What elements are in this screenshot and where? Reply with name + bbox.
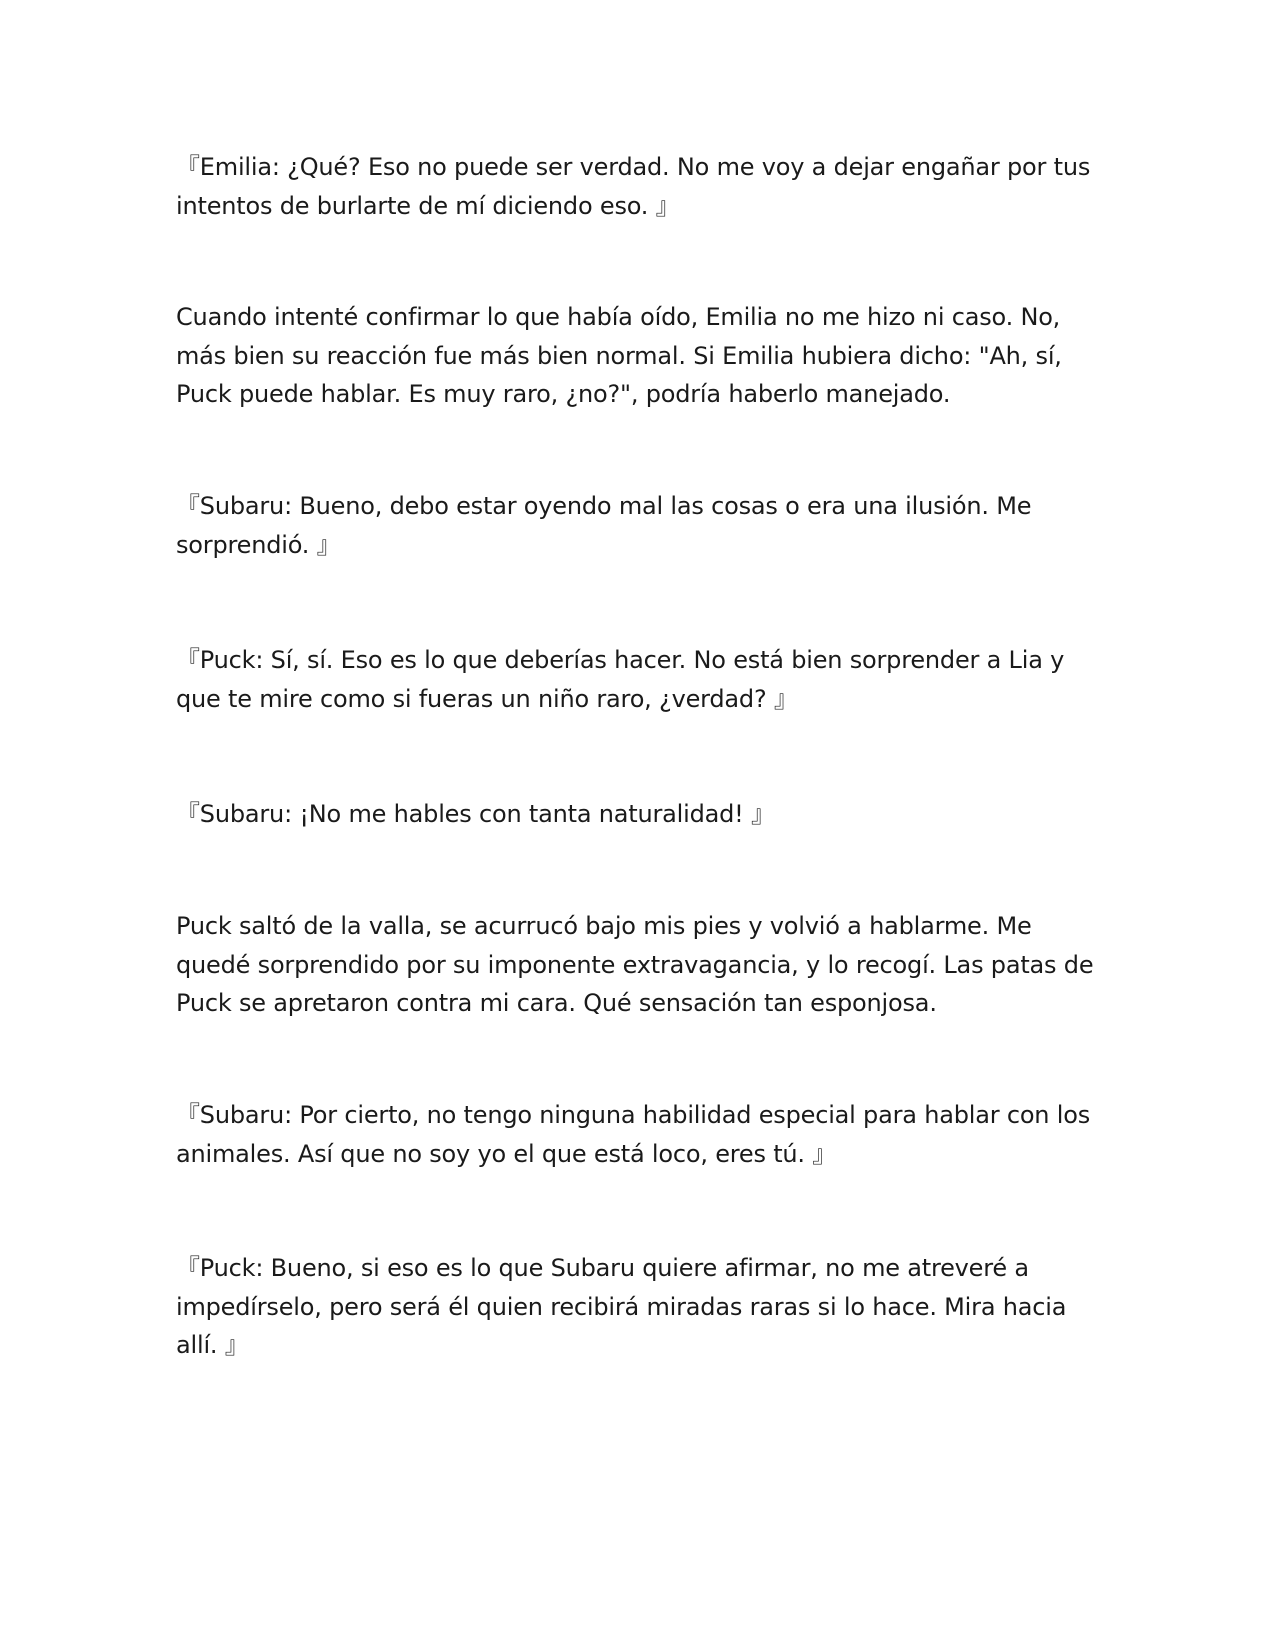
dialogue-puck-1: 『Puck: Sí, sí. Eso es lo que deberías hacer. No está bien sorprender a Lia y que te mire como si fueras un niño raro, ¿verdad? 』 — [176, 646, 1065, 713]
dialogue-subaru-2: 『Subaru: ¡No me hables con tanta naturalidad! 』 — [176, 800, 775, 828]
dialogue-subaru-3: 『Subaru: Por cierto, no tengo ninguna habilidad especial para hablar con los animales. Así que no soy yo el que está loco, eres tú. 』 — [176, 1101, 1091, 1168]
narration-paragraph-2: Puck saltó de la valla, se acurrucó bajo mis pies y volvió a hablarme. Me quedé sorprendido por su imponente extravagancia, y lo recogí. Las patas de Puck se apretaron contra mi cara. Qué sensación tan esponjosa. — [176, 912, 1094, 1017]
dialogue-emilia-1: 『Emilia: ¿Qué? Eso no puede ser verdad. No me voy a dejar engañar por tus intentos de burlarte de mí diciendo eso. 』 — [176, 153, 1091, 220]
dialogue-subaru-1: 『Subaru: Bueno, debo estar oyendo mal las cosas o era una ilusión. Me sorprendió. 』 — [176, 492, 1032, 559]
narration-paragraph-1: Cuando intenté confirmar lo que había oído, Emilia no me hizo ni caso. No, más bien su reacción fue más bien normal. Si Emilia hubiera dicho: "Ah, sí, Puck puede hablar. Es muy raro, ¿no?", podría haberlo manejado. — [176, 303, 1062, 408]
dialogue-puck-2: 『Puck: Bueno, si eso es lo que Subaru quiere afirmar, no me atreveré a impedírselo, pero será él quien recibirá miradas raras si lo hace. Mira hacia allí. 』 — [176, 1254, 1067, 1359]
